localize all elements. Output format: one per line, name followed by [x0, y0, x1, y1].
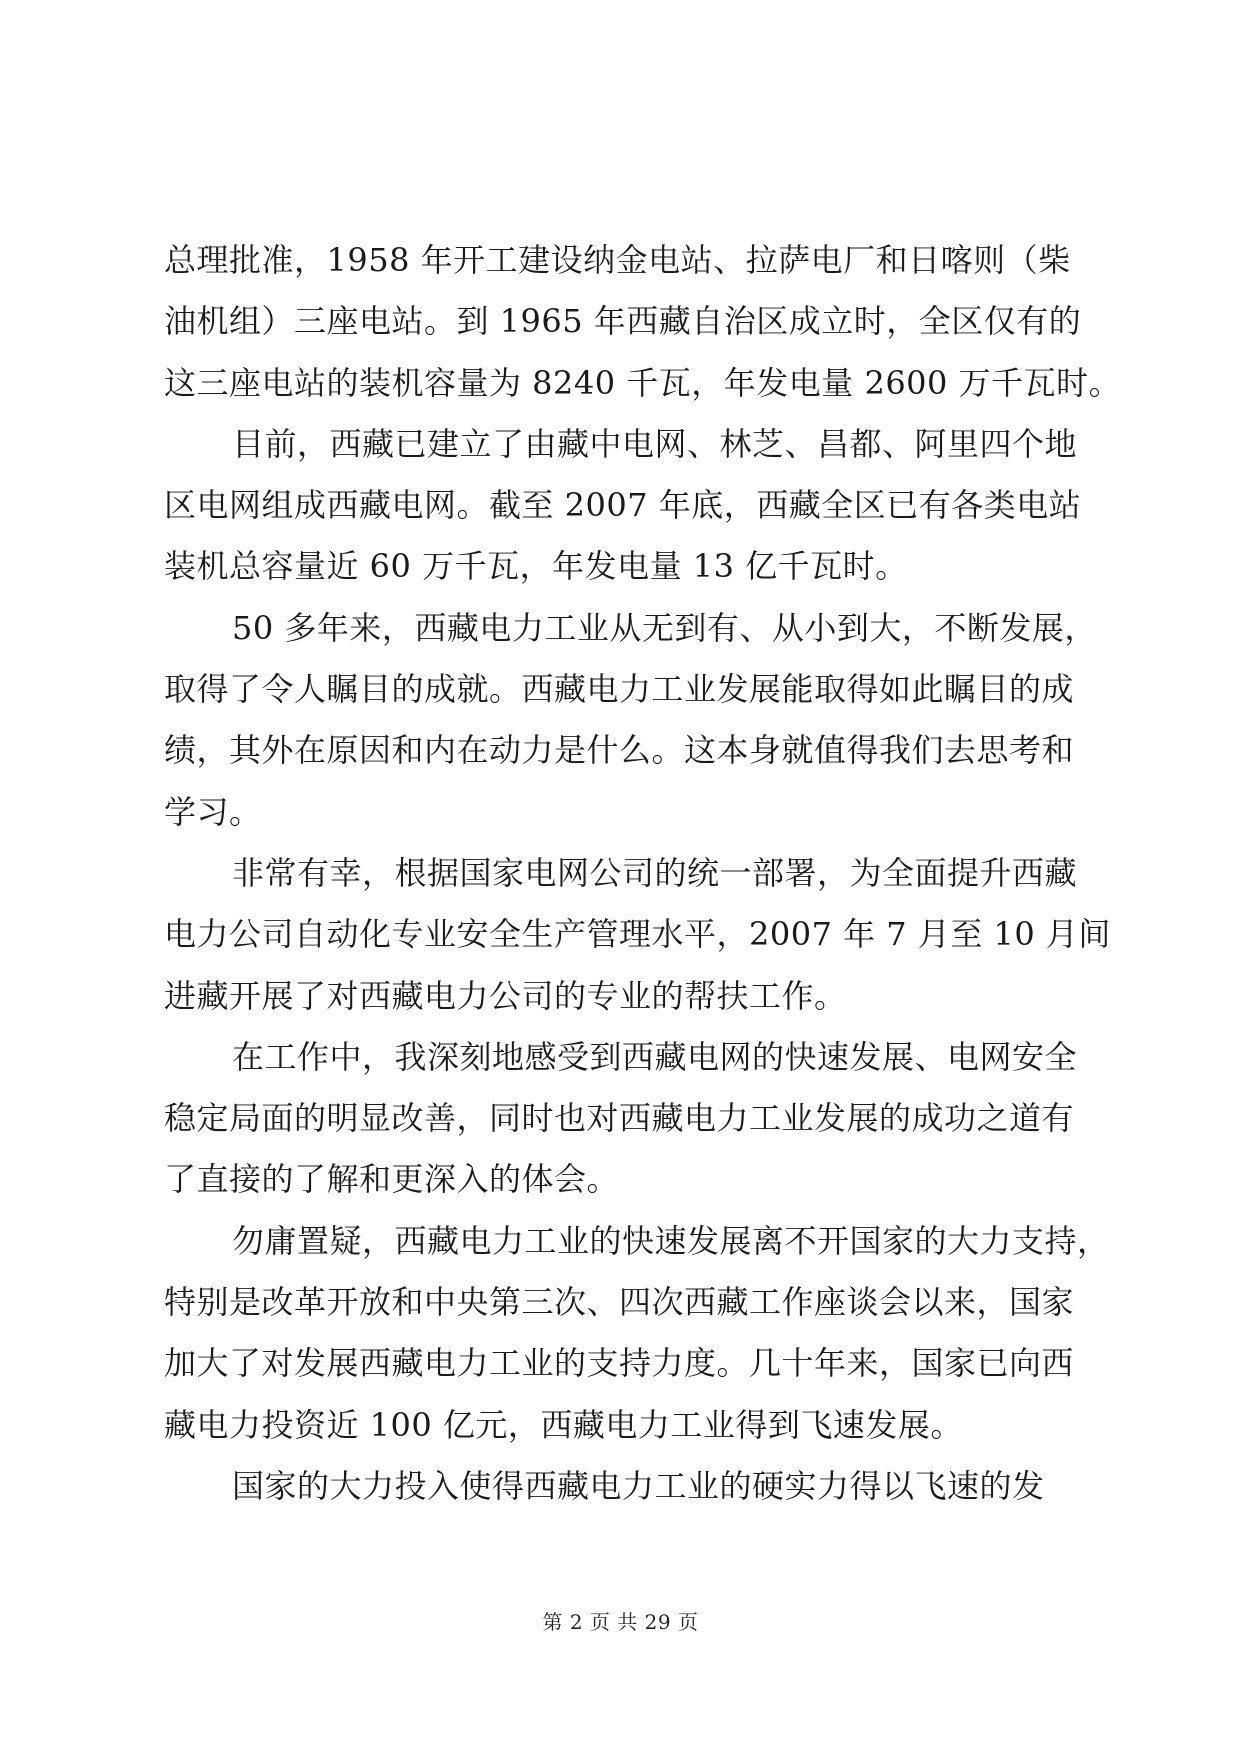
text-line: 装机总容量近 60 万千瓦，年发电量 13 亿千瓦时。 [164, 547, 908, 586]
text-line: 藏电力投资近 100 亿元，西藏电力工业得到飞速发展。 [164, 1405, 963, 1444]
text-line: 勿庸置疑，西藏电力工业的快速发展离不开国家的大力支持， [232, 1221, 1110, 1260]
text-line: 50 多年来，西藏电力工业从无到有、从小到大，不断发展， [232, 608, 1097, 647]
text-line: 进藏开展了对西藏电力公司的专业的帮扶工作。 [164, 976, 847, 1015]
text-line: 学习。 [164, 792, 262, 831]
text-line: 这三座电站的装机容量为 8240 千瓦，年发电量 2600 万千瓦时。 [164, 363, 1122, 402]
text-line: 总理批准，1958 年开工建设纳金电站、拉萨电厂和日喀则（柴 [164, 241, 1071, 279]
text-line: 加大了对发展西藏电力工业的支持力度。几十年来，国家已向西 [164, 1344, 1075, 1383]
text-line: 油机组）三座电站。到 1965 年西藏自治区成立时，全区仅有的 [164, 302, 1082, 341]
text-line: 稳定局面的明显改善，同时也对西藏电力工业发展的成功之道有 [164, 1099, 1075, 1138]
text-line: 取得了令人瞩目的成就。西藏电力工业发展能取得如此瞩目的成 [164, 670, 1075, 709]
text-line: 在工作中，我深刻地感受到西藏电网的快速发展、电网安全 [232, 1037, 1078, 1076]
text-line: 特别是改革开放和中央第三次、四次西藏工作座谈会以来，国家 [164, 1283, 1075, 1322]
text-line: 国家的大力投入使得西藏电力工业的硬实力得以飞速的发 [232, 1466, 1045, 1505]
text-line: 电力公司自动化专业安全生产管理水平，2007 年 7 月至 10 月间 [164, 915, 1111, 954]
text-line: 区电网组成西藏电网。截至 2007 年底，西藏全区已有各类电站 [164, 486, 1082, 525]
body-text [164, 230, 1122, 1517]
text-line: 了直接的了解和更深入的体会。 [164, 1160, 620, 1199]
text-line: 非常有幸，根据国家电网公司的统一部署，为全面提升西藏 [232, 853, 1078, 892]
text-line: 绩，其外在原因和内在动力是什么。这本身就值得我们去思考和 [164, 731, 1075, 770]
page-footer: 第 2 页 共 29 页 [542, 1610, 699, 1634]
text-line: 目前，西藏已建立了由藏中电网、林芝、昌都、阿里四个地 [232, 424, 1078, 463]
